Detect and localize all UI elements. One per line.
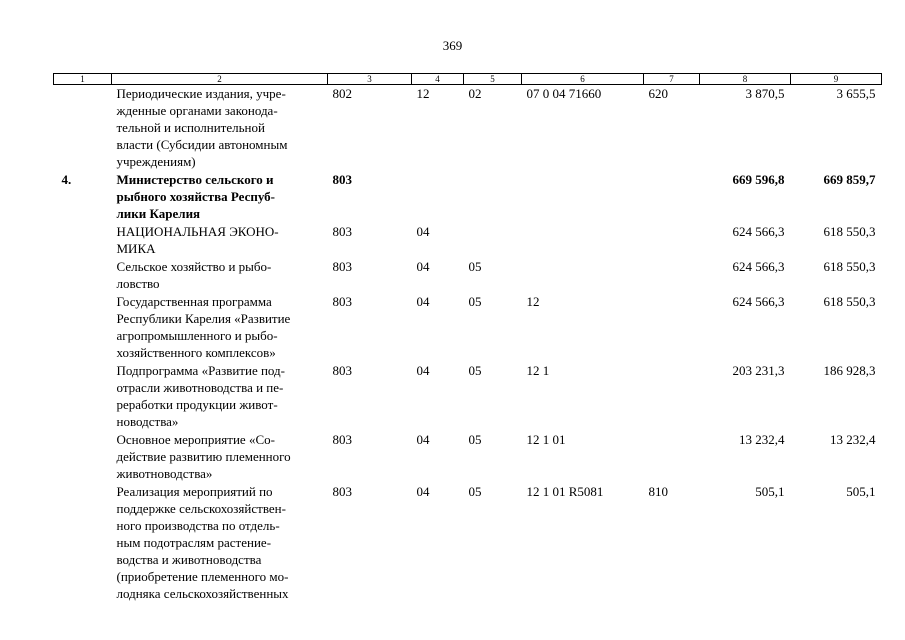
ministry-code: 803 — [332, 172, 352, 187]
ministry-code: 803 — [332, 363, 352, 378]
amount-year-1: 3 870,5 — [745, 86, 785, 101]
column-number-3: 3 — [328, 74, 412, 85]
expense-type-code — [644, 258, 700, 293]
row-index — [54, 431, 112, 483]
table-row — [54, 293, 882, 362]
column-number-4: 4 — [412, 74, 464, 85]
amount-year-2: 669 859,7 — [823, 172, 876, 187]
ministry-code: 803 — [332, 484, 352, 499]
target-item-code: 07 0 04 71660 — [526, 86, 602, 101]
subsection-code: 05 — [468, 294, 482, 309]
subsection-code: 05 — [468, 432, 482, 447]
amount-year-2: 186 928,3 — [823, 363, 876, 378]
section-code: 04 — [416, 432, 430, 447]
section-code: 04 — [416, 363, 430, 378]
ministry-code: 803 — [332, 432, 352, 447]
ministry-code: 803 — [332, 294, 352, 309]
row-name: Государственная программа Республики Карелия «Развитие агропромышленного и рыбо- хозяйственного комплексов» — [116, 294, 291, 360]
amount-year-1: 669 596,8 — [732, 172, 785, 187]
row-index — [54, 483, 112, 603]
section-code: 04 — [416, 259, 430, 274]
target-item-code: 12 1 — [526, 363, 550, 378]
target-item-code — [522, 223, 644, 258]
target-item-code — [522, 258, 644, 293]
target-item-code — [522, 171, 644, 223]
expense-type-code: 620 — [648, 86, 668, 101]
amount-year-2: 618 550,3 — [823, 259, 876, 274]
amount-year-2: 13 232,4 — [830, 432, 876, 447]
target-item-code: 12 — [526, 294, 540, 309]
subsection-code: 05 — [468, 484, 482, 499]
table-row — [54, 431, 882, 483]
column-number-1: 1 — [54, 74, 112, 85]
expense-type-code — [644, 431, 700, 483]
table-row — [54, 223, 882, 258]
section-code: 12 — [416, 86, 430, 101]
amount-year-1: 624 566,3 — [732, 294, 785, 309]
row-name: Реализация мероприятий по поддержке сельскохозяйствен- ного производства по отдель- ным подотраслям растение- водства и животноводства (приобретение племенного мо- лодняка сельскохозяйственных — [116, 484, 289, 601]
table-row — [54, 85, 882, 172]
budget-table — [53, 73, 882, 603]
column-number-7: 7 — [644, 74, 700, 85]
row-name: Основное мероприятие «Со- действие развитию племенного животноводства» — [116, 432, 291, 481]
expense-type-code — [644, 171, 700, 223]
amount-year-1: 505,1 — [755, 484, 785, 499]
subsection-code: 02 — [468, 86, 482, 101]
table-row — [54, 483, 882, 603]
row-index — [54, 85, 112, 172]
row-name: Подпрограмма «Развитие под- отрасли животноводства и пе- реработки продукции живот- новодства» — [116, 363, 285, 429]
amount-year-1: 624 566,3 — [732, 224, 785, 239]
row-name: НАЦИОНАЛЬНАЯ ЭКОНО- МИКА — [116, 224, 279, 256]
column-number-6: 6 — [522, 74, 644, 85]
amount-year-1: 624 566,3 — [732, 259, 785, 274]
amount-year-1: 203 231,3 — [732, 363, 785, 378]
section-code: 04 — [416, 294, 430, 309]
table-row — [54, 171, 882, 223]
target-item-code: 12 1 01 — [526, 432, 566, 447]
row-index — [54, 293, 112, 362]
row-index: 4. — [61, 172, 72, 187]
expense-type-code — [644, 362, 700, 431]
target-item-code: 12 1 01 R5081 — [526, 484, 604, 499]
ministry-code: 803 — [332, 224, 352, 239]
row-name: Сельское хозяйство и рыбо- ловство — [116, 259, 272, 291]
column-number-row — [54, 74, 882, 85]
table-row — [54, 258, 882, 293]
expense-type-code — [644, 293, 700, 362]
row-name: Периодические издания, учре- жденные органами законода- тельной и исполнительной власти (Субсидии автономным учреждениям) — [116, 86, 288, 169]
row-index — [54, 223, 112, 258]
amount-year-2: 505,1 — [846, 484, 876, 499]
amount-year-1: 13 232,4 — [739, 432, 785, 447]
amount-year-2: 618 550,3 — [823, 224, 876, 239]
section-code: 04 — [416, 484, 430, 499]
expense-type-code: 810 — [648, 484, 668, 499]
column-number-2: 2 — [112, 74, 328, 85]
subsection-code — [464, 223, 522, 258]
ministry-code: 802 — [332, 86, 352, 101]
row-index — [54, 362, 112, 431]
column-number-9: 9 — [791, 74, 882, 85]
subsection-code — [464, 171, 522, 223]
expense-type-code — [644, 223, 700, 258]
subsection-code: 05 — [468, 259, 482, 274]
column-number-8: 8 — [700, 74, 791, 85]
table-row — [54, 362, 882, 431]
subsection-code: 05 — [468, 363, 482, 378]
page-number: 369 — [442, 38, 463, 53]
ministry-code: 803 — [332, 259, 352, 274]
column-number-5: 5 — [464, 74, 522, 85]
amount-year-2: 3 655,5 — [836, 86, 876, 101]
section-code: 04 — [416, 224, 430, 239]
amount-year-2: 618 550,3 — [823, 294, 876, 309]
row-name: Министерство сельского и рыбного хозяйства Респуб- лики Карелия — [116, 172, 275, 221]
row-index — [54, 258, 112, 293]
table-body — [54, 85, 882, 604]
section-code — [412, 171, 464, 223]
